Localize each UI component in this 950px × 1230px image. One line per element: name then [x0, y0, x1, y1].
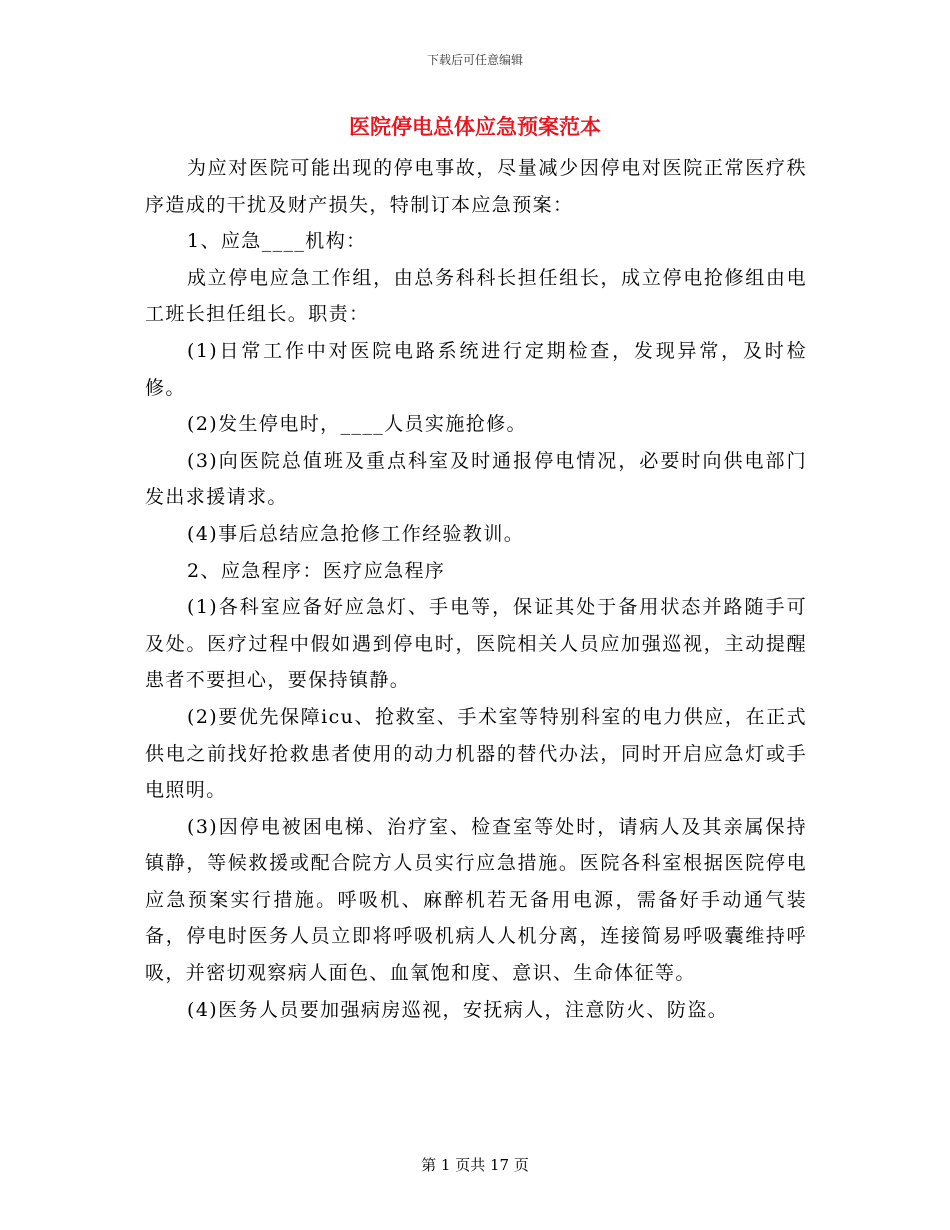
- paragraph-procedure-4: (4)医务人员要加强病房巡视，安抚病人，注意防火、防盗。: [187, 998, 729, 1021]
- document-title: 医院停电总体应急预案范本: [349, 114, 601, 139]
- paragraph-duty-2: (2)发生停电时，____人员实施抢修。: [187, 413, 527, 436]
- header-note: 下载后可任意编辑: [426, 53, 523, 67]
- paragraph-duty-1: (1)日常工作中对医院电路系统进行定期检查，发现异常，及时检修。: [145, 339, 807, 399]
- paragraph-duty-3: (3)向医院总值班及重点科室及时通报停电情况，必要时向供电部门发出求援请求。: [145, 449, 807, 509]
- document-body: [145, 150, 807, 1028]
- paragraph-duty-4: (4)事后总结应急抢修工作经验教训。: [187, 522, 525, 545]
- paragraph-procedure-3: (3)因停电被困电梯、治疗室、检查室等处时，请病人及其亲属保持镇静，等候救援或配合院方人员实行应急措施。医院各科室根据医院停电应急预案实行措施。呼吸机、麻醉机若无备用电源，需备好手动通气装备，停电时医务人员立即将呼吸机病人人机分离，连接简易呼吸囊维持呼吸，并密切观察病人面色、血氧饱和度、意识、生命体征等。: [145, 815, 807, 985]
- paragraph-intro: 为应对医院可能出现的停电事故，尽量减少因停电对医院正常医疗秩序造成的干扰及财产损失，特制订本应急预案：: [145, 157, 807, 216]
- paragraph-procedure-1: (1)各科室应备好应急灯、手电等，保证其处于备用状态并路随手可及处。医疗过程中假如遇到停电时，医院相关人员应加强巡视，主动提醒患者不要担心，要保持镇静。: [145, 596, 807, 692]
- paragraph-procedure-2: (2)要优先保障icu、抢救室、手术室等特别科室的电力供应，在正式供电之前找好抢救患者使用的动力机器的替代办法，同时开启应急灯或手电照明。: [145, 705, 807, 802]
- paragraph-section-2-heading: 2、应急程序：医疗应急程序: [187, 559, 446, 582]
- paragraph-section-1-heading: 1、应急____机构：: [187, 230, 367, 253]
- page-number: 第 1 页共 17 页: [421, 1156, 529, 1174]
- paragraph-organization: 成立停电应急工作组，由总务科科长担任组长，成立停电抢修组由电工班长担任组长。职责：: [145, 266, 807, 326]
